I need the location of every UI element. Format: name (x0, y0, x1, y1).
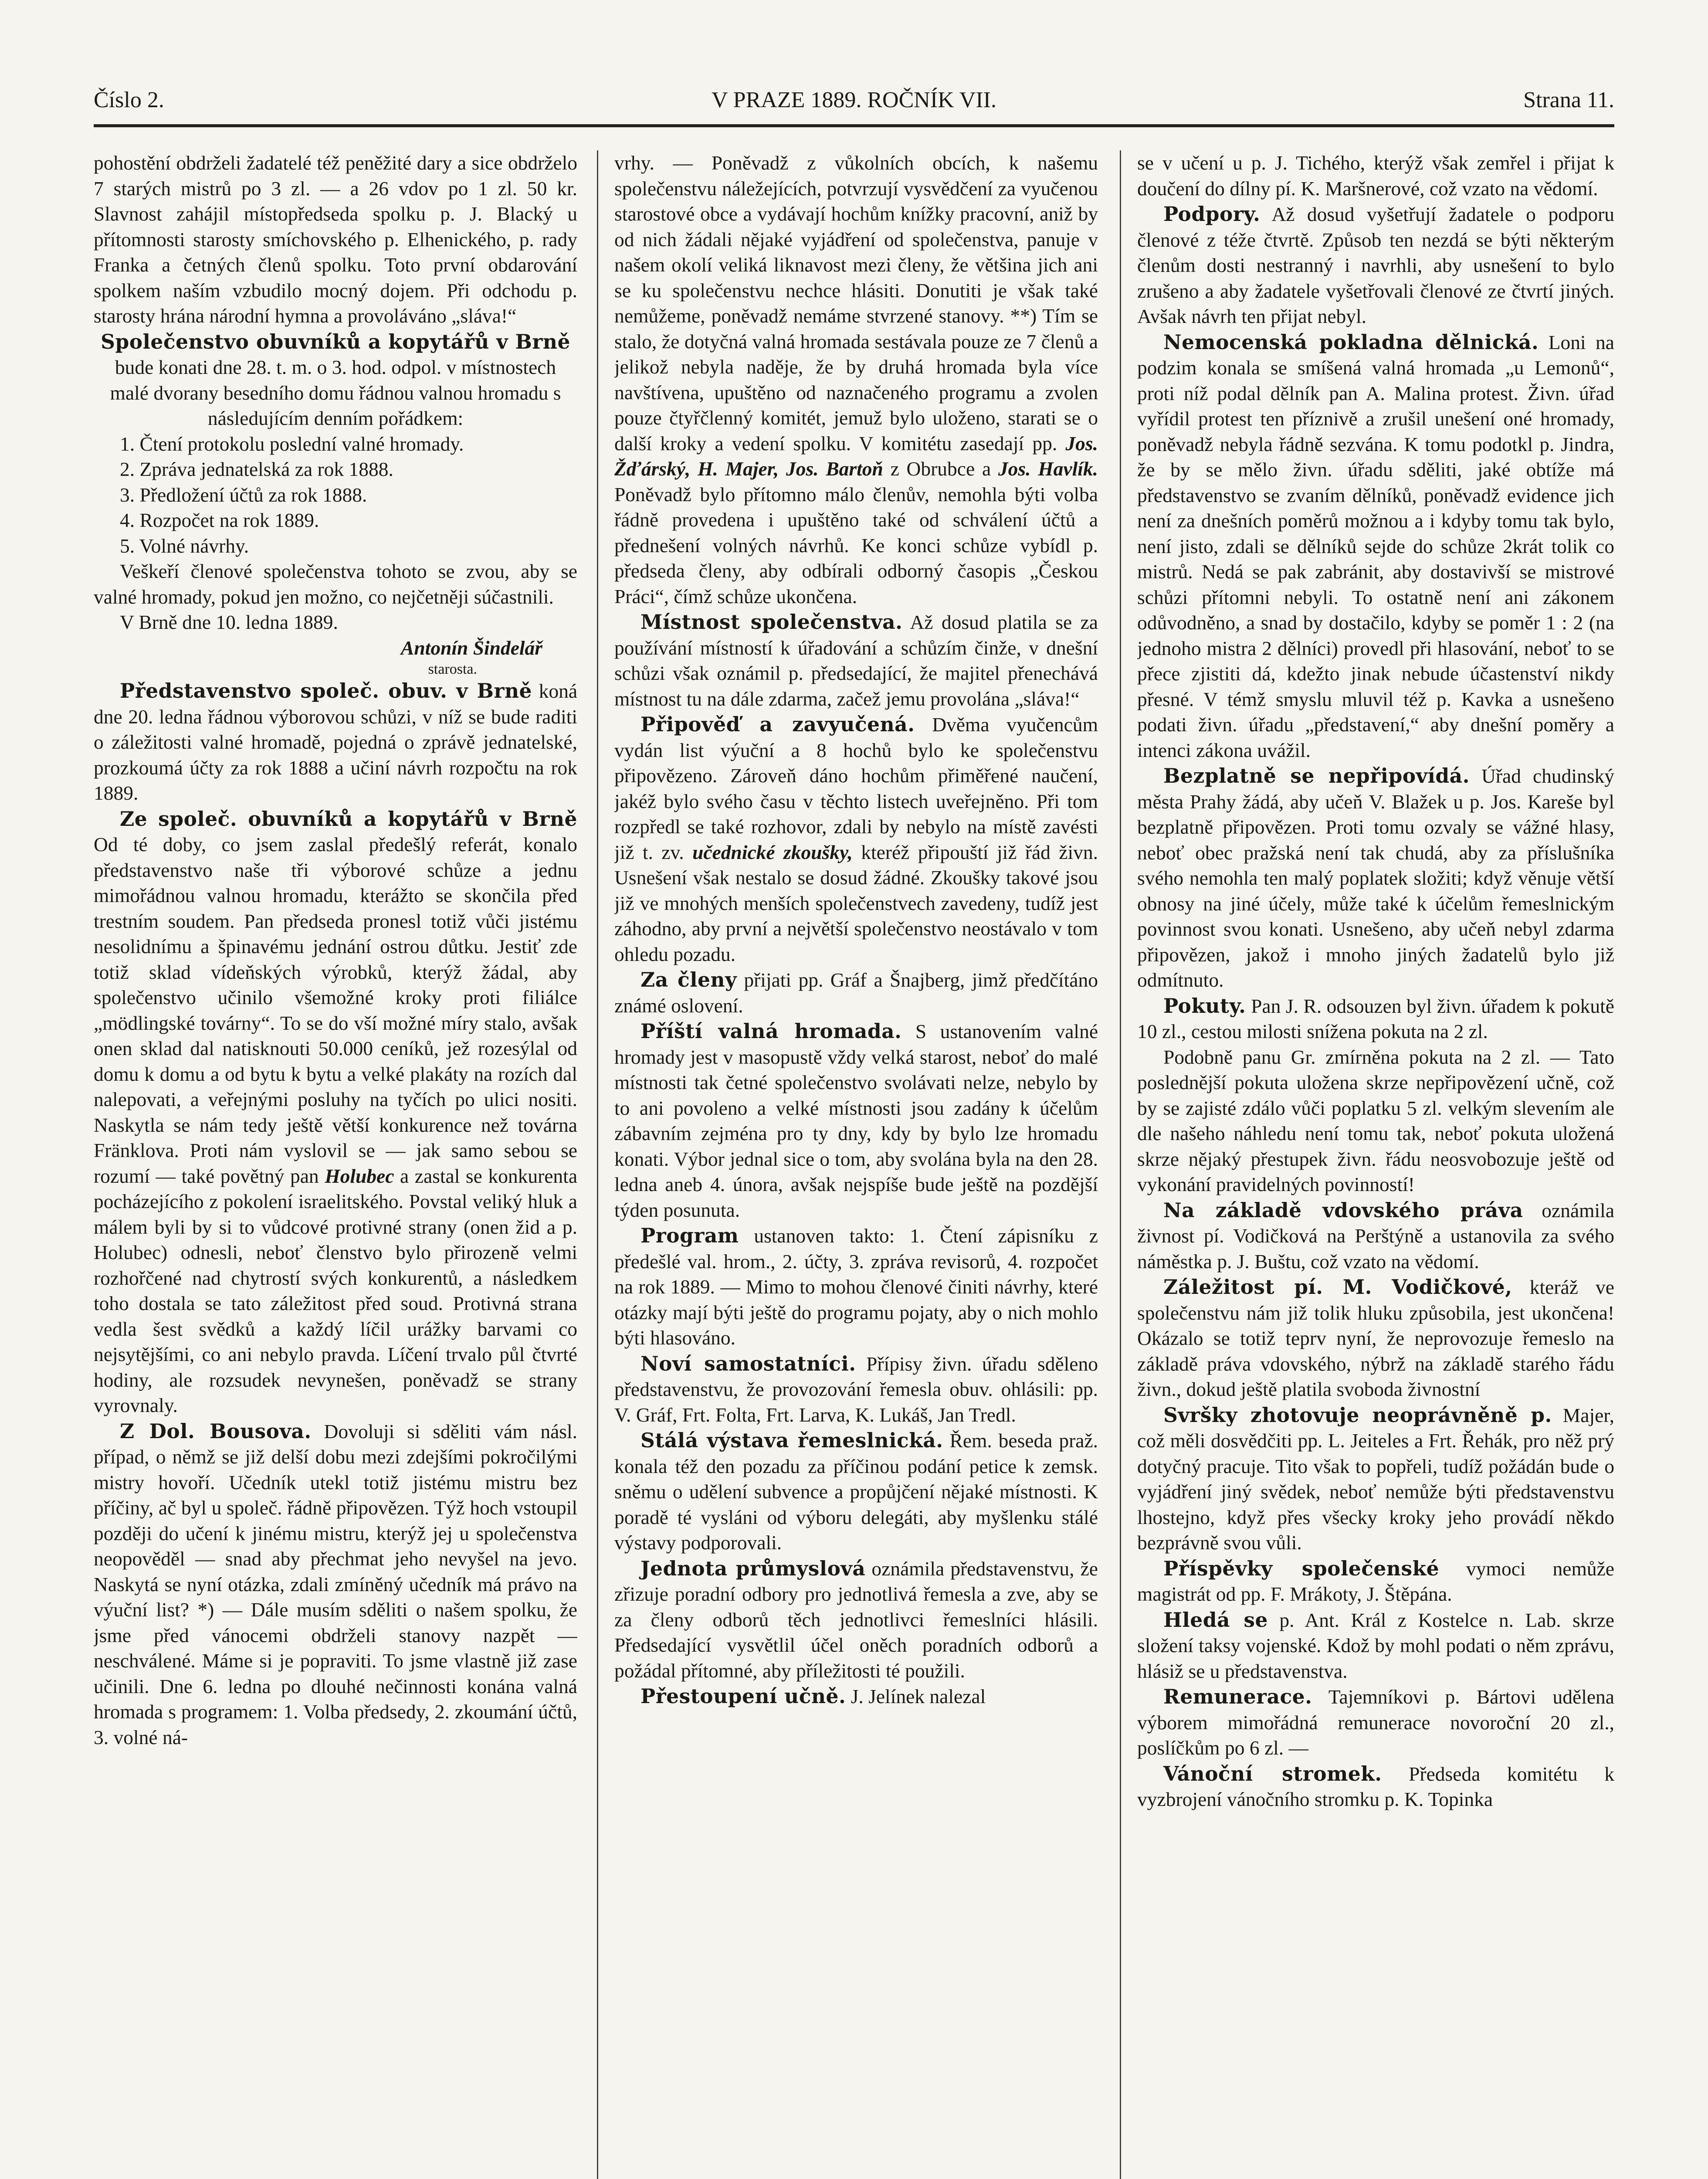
paragraph: Předseda komitétu k vyzbrojení vánočního stromku p. K. Topinka (1137, 1762, 1614, 1810)
page-header (94, 87, 1614, 118)
section-heading: Na základě vdovského práva (1163, 1198, 1523, 1222)
paragraph: pohostění obdrželi žadatelé též peněžité dary a sice obdrželo 7 starých mistrů po 3 zl. — a 26 vdov po 1 zl. 50 kr. Slavnost zahájil místopředseda spolku p. J. Blacký u přítomnosti starosty smíchovského p. Elhenického, p. rady Franka a četných členů spolku. Toto první obdarování spolkem naším vzbudilo mocný dojem. Při odchodu p. starosty hrána národní hymna a provoláváno „sláva!“ (94, 152, 577, 327)
paragraph: Poněvadž bylo přítomno málo členův, nemohla býti volba řádně provedena i upuštěno také od schválení účtů a přednešení volných návrhů. Ke konci schůze vybídl p. předseda členy, aby odbírali odborný časopis „Českou Práci“, čímž schůze ukončena. (614, 483, 1098, 608)
agenda-list (94, 431, 577, 559)
column-1 (94, 150, 577, 2179)
section-heading: Jednota průmyslová (640, 1556, 866, 1580)
journal-title: V PRAZE 1889. ROČNÍK VII. (712, 88, 996, 112)
paragraph: Pan J. R. odsouzen byl živn. úřadem k pokutě 10 zl., cestou milosti snížena pokuta na 2 zl. (1137, 994, 1614, 1042)
paragraph: oznámila živnost pí. Vodičková na Perštýně a ustanovila za svého náměstka p. J. Buštu, což vzato na vědomí. (1137, 1199, 1614, 1273)
section-heading: Podpory. (1163, 202, 1261, 226)
section-heading: Společenstvo obuvníků a kopytářů v Brně (101, 329, 570, 353)
signature: Antonín Šindelář (401, 636, 542, 659)
paragraph: Loni na podzim konala se smíšená valná hromada „u Lemonů“, proti níž podal dělník pan A. Malina protest. Živn. úřad vyřídil protest ten příznivě a zrušil unešení oné hromady, poněvadž nebyla řádně sezvána. K tomu podotkl p. Jindra, že by se mělo živn. úřadu sděliti, jaké obtíže má představenstvo se zvaním dělníků, poněvadž evidence jich není za dnešních poměrů možnou a i kdyby tomu tak bylo, není jisto, zdali se dělníků sejde do schůze 2krát tolik co mistrů. Nedá se pak zabránit, aby dostavivší se mistrové schůzi přítomni nebyli. To ostatně není ani zákonem odůvodněno, a snad by dostačilo, kdyby se poměr 1 : 2 (na jednoho mistra 2 dělníci) provedl při hlasování, neboť to se přece zjistiti dá, kdežto jinak nebude účastenství nikdy přesné. V témž smyslu mluvil též p. Kavka a usnešeno podati živn. úřadu „představení,“ aby dnešní poměry a intenci zákona uvážil. (1137, 331, 1614, 761)
paragraph: přijati pp. Gráf a Šnajberg, jimž předčítáno známé oslovení. (614, 969, 1098, 1017)
paragraph: a zastal se konkurenta pocházejícího z pokolení israelitského. Povstal veliký hluk a málem byli by si to vůdcové protivné strany (onen žid a p. Holubec) odnesli, neboť členstvo bylo přirozeně velmi rozhořčené nad chytrostí svých konkurentů, a následkem toho dostala se tato záležitost před soud. Protivná strana vedla šest svědků a každý líčil urážky barvami co nejsytějšími, co ani nebylo pravda. Líčení trvalo půl čtvrté hodiny, ale rozsudek nevynešen, poněvadž se strany vyrovnaly. (94, 1164, 577, 1416)
section-heading: Program (640, 1224, 739, 1247)
emphasis: učednické zkoušky, (692, 841, 853, 863)
paragraph: bude konati dne 28. t. m. o 3. hod. odpol. v místnostech malé dvorany besedního domu řádnou valnou hromadu s následujícím denním pořádkem: (110, 356, 561, 429)
person-name: Holubec (325, 1164, 394, 1187)
paragraph: koná dne 20. ledna řádnou výborovou schůzi, v níž se bude raditi o záležitosti valné hromadě, pojedná o zprávě jednatelské, prozkoumá účty za rok 1888 a učiní návrh rozpočtu na rok 1889. (94, 680, 577, 804)
paragraph: S ustanovením valné hromady jest v masopustě vždy velká starost, neboť do malé místnosti tak četné společenstvo svolávati nelze, nebylo by to ani povoleno a velké místnosti jsou zadány k účelům zábavním zejména pro ty dny, kdy by bylo lze hromadu konati. Výbor jednal sice o tom, aby svolána byla na den 28. ledna aneb 4. února, avšak nejspíše bude ještě na pozdější týden posunuta. (614, 1020, 1098, 1221)
column-divider (1120, 150, 1121, 2179)
list-item: 5. Volné návrhy. (120, 534, 249, 557)
paragraph: Dovoluji si sděliti vám násl. případ, o němž se již delší dobu mezi zdejšími pokročilými mistry hovoří. Učedník utekl totiž jistému mistru bez příčiny, ač byl u společ. řádně připovězen. Týž hoch vstoupil později do učení k jinému mistru, kterýž jej u společenstva neopověděl — snad aby přechmat jeho nevyšel na jevo. Naskytá se nyní otázka, zdali zmíněný učedník má právo na výuční list? *) — Dále musím sděliti o našem spolku, že jsme před vánocemi obdrželi stanovy nazpět — neschválené. Máme si je popraviti. To jsme vlastně již zase učinili. Dne 6. ledna po dlouhé nečinnosti konána valná hromada s programem: 1. Volba předsedy, 2. zkoumání účtů, 3. volné ná- (94, 1420, 577, 1748)
list-item: 4. Rozpočet na rok 1889. (120, 509, 319, 531)
paragraph: Majer, což měli dosvědčiti pp. L. Jeiteles a Frt. Řehák, pro něž prý dotyčný pracuje. Tito však to popřeli, tudíž požádán bude o vyjádření jiný svědek, neboť nemůže býti představenstvu lhostejno, když přes všecky kroky jeho provádí někdo bezprávně svou vůli. (1137, 1404, 1614, 1554)
column-3 (1137, 150, 1614, 2179)
paragraph: vymoci nemůže magistrát od pp. F. Mrákoty, J. Štěpána. (1137, 1557, 1614, 1605)
column-2 (614, 150, 1098, 2179)
list-item: 2. Zpráva jednatelská za rok 1888. (120, 458, 393, 480)
paragraph: se v učení u p. J. Tichého, kterýž však zemřel i přijat k doučení do dílny pí. K. Maršnerové, což vzato na vědomí. (1137, 152, 1614, 200)
paragraph: p. Ant. Král z Kostelce n. Lab. skrze složení taksy vojenské. Kdož by mohl podati o něm zprávu, hlásiž se u představenstva. (1137, 1609, 1614, 1682)
paragraph: oznámila představenstvu, že zřizuje poradní odbory pro jednotlivá řemesla a zve, aby se za členy odborů těch jednotlivci řemeslníci hlásili. Předsedající vysvětlil účel oněch poradních odborů a požádal přítomné, aby příležitosti té použili. (614, 1557, 1098, 1682)
section-heading: Vánoční stromek. (1163, 1762, 1382, 1785)
paragraph: Řem. beseda praž. konala též den pozadu za příčinou podání petice k zemsk. sněmu o udělení subvence a propůjčení nějaké místnosti. K poradě té vysláni od výboru delegáti, aby myšlenku stálé výstavy podporovali. (614, 1429, 1098, 1554)
section-heading: Připověď a zavyučená. (640, 713, 915, 736)
paragraph: vrhy. — Poněvadž z vůkolních obcích, k našemu společenstvu náležejících, potvrzují vysvědčení za vyučenou starostové obce a vydávají hochům knížky pracovní, aniž by od nich žádali nějaké vyjádření od společenstva, panuje v našem okolí veliká liknavost mezi členy, že většina jich ani se ku společenstvu nechce hlásiti. Donutiti je však také nemůžeme, poněvadž nemáme stvrzené stanovy. **) Tím se stalo, že dotyčná valná hromada sestávala pouze ze 7 členů a jelikož nebyla naděje, že by druhá hromada byla více navštívena, upuštěno od naznačeného programu a zvolen pouze čtyřčlenný komitét, jemuž bylo uloženo, starati se o další kroky a vedení spolku. V komitétu zasedají pp. (614, 152, 1098, 455)
paragraph: kteráž ve společenstvu nám již tolik hluku způsobila, jest ukončena! Okázalo se totiž teprv nyní, že neprovozuje řemeslo na základě práva vdovského, nýbrž na základě starého řádu živn., dokud ještě platila svoboda živnostní (1137, 1276, 1614, 1400)
section-heading: Hledá se (1163, 1608, 1268, 1632)
section-heading: Svršky zhotovuje neoprávněně p. (1163, 1403, 1552, 1427)
section-heading: Bezplatně se nepřipovídá. (1163, 764, 1470, 787)
section-heading: Místnost společenstva. (640, 610, 903, 634)
paragraph: Od té doby, co jsem zaslal předešlý referát, konalo představenstvo naše tři výborové schůze a jednu mimořádnou valnou hromadu, kterážto se skončila před trestním soudem. Pan předseda pronesl totiž vůči jistému nesolidnímu a špinavému jednání ostrou důtku. Jestiť zde totiž sklad vídeňských výrobků, kterýž žádal, aby společenstvo učinilo všemožné kroky proti filiálce „mödlingské továrny“. To se do vší možné míry stalo, avšak onen sklad dal natisknouti 50.000 ceníků, jež rozesýlal od domu k domu a od bytu k bytu a velké plakáty na rozích dal nalepovati, a veřejnými posluhy na tyčích po ulici nositi. Naskytla se nám tedy ještě větší konkurence než továrna Fränklova. Proti nám vyslovil se — jak samo sebou se rozumí — také povětný pan (94, 833, 577, 1187)
paragraph: Veškeří členové společenstva tohoto se zvou, aby se valné hromady, pokud jen možno, co nejčetněji súčastnili. (94, 560, 577, 608)
paragraph: kteréž připouští již řád živn. Usnešení však nestalo se dosud žádné. Zkoušky takové jsou již ve mnohých menších společenstvech zavedeny, tudíž jest záhodno, aby první a největší společenstvo neostávalo v tom ohledu pozadu. (614, 841, 1098, 965)
paragraph: Podobně panu Gr. zmírněna pokuta na 2 zl. — Tato poslednější pokuta uložena skrze nepřipovězení učně, což by se zajisté zdálo vůči poplatku 5 zl. velkým slevením ale dle našeho náhledu není tomu tak, neboť pokuta uložená skrze nějaký přestupek živn. řádu neosvobozuje ještě od vykonání pravidelných povinností! (1137, 1045, 1614, 1195)
paragraph: Tajemníkovi p. Bártovi udělena výborem mimořádná remunerace novoroční 20 zl., poslíčkům po 6 zl. — (1137, 1686, 1614, 1759)
section-heading: Stálá výstava řemeslnická. (640, 1429, 943, 1452)
header-rule (94, 124, 1614, 127)
issue-number: Číslo 2. (94, 88, 164, 112)
list-item: 3. Předložení účtů za rok 1888. (120, 483, 367, 506)
paragraph: Až dosud vyšetřují žadatele o podporu členové z téže čtvrtě. Způsob ten nezdá se býti některým členům dosti nestranný i navrhli, aby usnešení to bylo zrušeno a aby žadatele vyšetřovali členové ze čtvrtí jiných. Avšak návrh ten přijat nebyl. (1137, 203, 1614, 327)
paragraph: Dvěma vyučencům vydán list výuční a 8 hochů bylo ke společenstvu připovězeno. Zároveň dáno hochům přiměřené naučení, jakéž bylo svého času v těchto listech uveřejněno. Při tom rozpředl se také rozhovor, zdali by nebylo na místě zavésti již t. zv. (614, 713, 1098, 863)
dateline: V Brně dne 10. ledna 1889. (120, 611, 338, 633)
section-heading: Ze společ. obuvníků a kopytářů v Brně (120, 807, 577, 831)
paragraph: ustanoven takto: 1. Čtení zápisníku z předešlé val. hrom., 2. účty, 3. zpráva revisorů, 4. rozpočet na rok 1889. — Mimo to mohou členové činiti návrhy, které otázky mají býti ještě do programu pojaty, aby o nich mohlo býti hlasováno. (614, 1225, 1098, 1349)
paragraph: J. Jelínek nalezal (851, 1685, 986, 1707)
person-name: Jos. Havlík. (998, 458, 1098, 480)
section-heading: Záležitost pí. M. Vodičkové, (1163, 1275, 1512, 1299)
section-heading: Příspěvky společenské (1163, 1556, 1440, 1580)
column-divider (597, 150, 598, 2179)
section-heading: Z Dol. Bousova. (120, 1419, 312, 1443)
paragraph: Až dosud platila se za používání místností k úřadování a schůzím činže, v dnešní schůzi však oznámil p. předsedající, že majitel přenechává místnost tu na dále zdarma, začež jemu provolána „sláva!“ (614, 611, 1098, 710)
page-number: Strana 11. (1523, 88, 1614, 112)
section-heading: Za členy (640, 968, 737, 991)
paragraph: Přípisy živn. úřadu sděleno představenstvu, že provozování řemesla obuv. ohlásili: pp. V. Gráf, Frt. Folta, Frt. Larva, K. Lukáš, Jan Tredl. (614, 1352, 1098, 1426)
signature-role: starosta. (428, 661, 477, 677)
section-heading: Pokuty. (1163, 994, 1246, 1018)
section-heading: Představenstvo společ. obuv. v Brně (120, 679, 532, 703)
person-names: Jos. Žďárský, H. Majer, Jos. Bartoň (614, 432, 1098, 480)
section-heading: Remunerace. (1163, 1685, 1312, 1708)
list-item: 1. Čtení protokolu poslední valné hromady. (120, 432, 464, 455)
section-heading: Noví samostatníci. (640, 1351, 856, 1375)
section-heading: Přestoupení učně. (640, 1684, 846, 1708)
section-heading: Nemocenská pokladna dělnická. (1163, 330, 1539, 354)
paragraph: Úřad chudinský města Prahy žádá, aby učeň V. Blažek u p. Jos. Kareše byl bezplatně připovězen. Proti tomu ozvaly se vážné hlasy, neboť obec pražská není tak chudá, aby za příslušníka svého nemohla ten malý poplatek složiti; když věnuje větší obnosy na jiné účely, může také k účelům řemeslnickým povinnost svou konati. Usnešeno, aby učeň nebyl zdarma připovězen, jakož i mnoho jiných žadatelů bylo již odmítnuto. (1137, 765, 1614, 991)
paragraph: z Obrubce a (890, 458, 991, 480)
section-heading: Příští valná hromada. (640, 1019, 902, 1043)
